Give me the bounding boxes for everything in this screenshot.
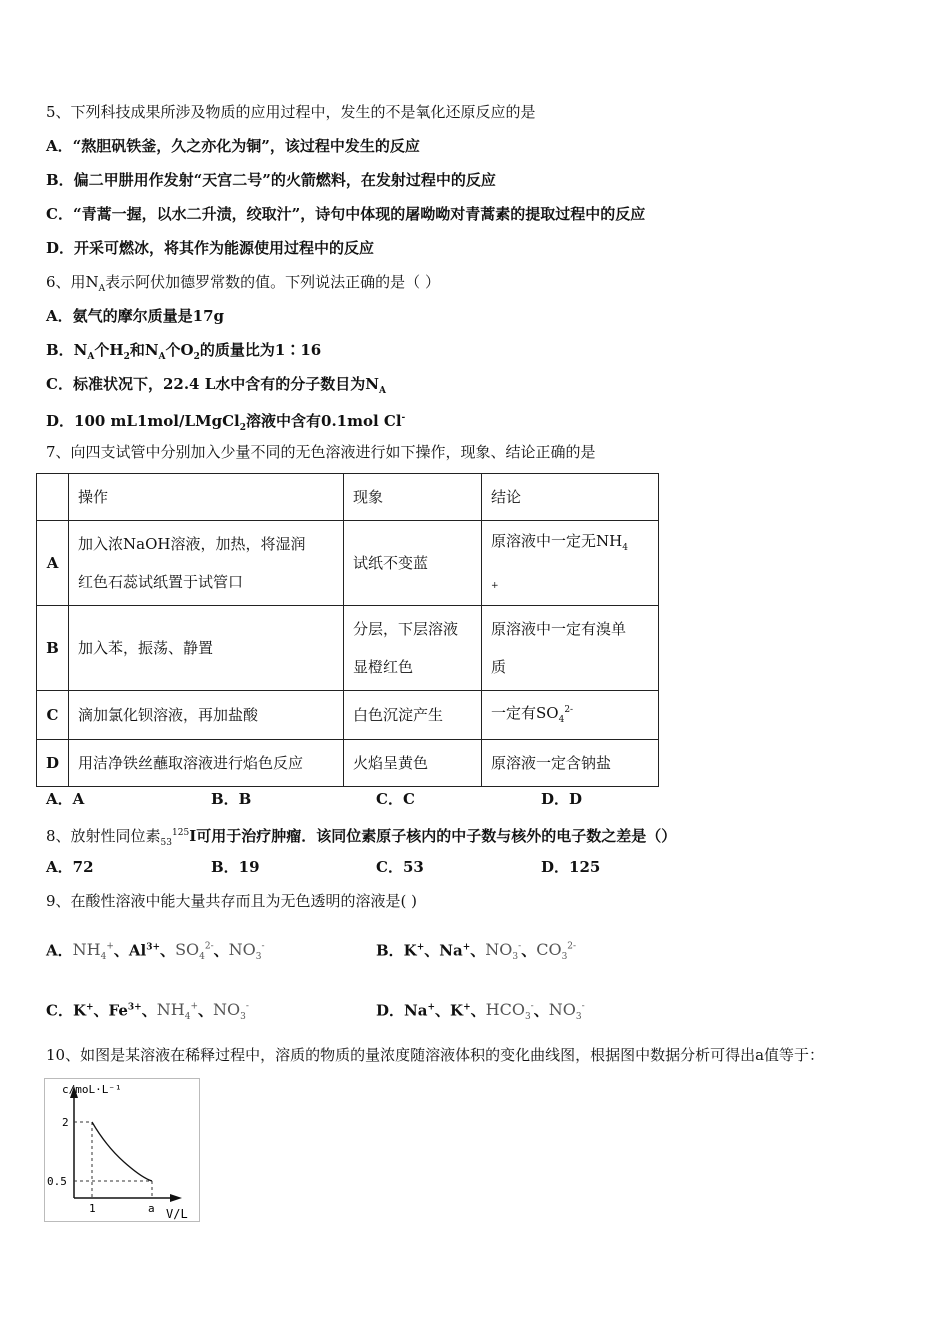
- row-phenomenon: 白色沉淀产生: [344, 691, 482, 740]
- row-label: A: [37, 521, 69, 606]
- header-phenomenon: 现象: [344, 474, 482, 521]
- q9-option-c: C．K+、$Fe^{3+}$、$NH_4^+$、$NO_3^-$: [46, 1000, 249, 1023]
- q7-option-b: B．B: [211, 790, 252, 808]
- row-phenomenon: 分层，下层溶液 显橙红色: [344, 606, 482, 691]
- q5-option-c: C．“青蒿一握，以水二升渍，绞取汁”，诗句中体现的屠呦呦对青蒿素的提取过程中的反应: [46, 205, 646, 223]
- q7-option-d: D．D: [541, 790, 583, 808]
- row-operation: 加入苯，振荡、静置: [69, 606, 344, 691]
- row-operation: 用洁净铁丝蘸取溶液进行焰色反应: [69, 740, 344, 787]
- y-tick-2: 2: [62, 1116, 69, 1129]
- q6-option-b: B．$N_A$个$H_2$和$N_A$个$O_2$的质量比为1∶16: [46, 341, 322, 362]
- row-operation: 加入浓NaOH溶液，加热，将湿润 红色石蕊试纸置于试管口: [69, 521, 344, 606]
- q5-stem: 5、下列科技成果所涉及物质的应用过程中，发生的不是氧化还原反应的是: [46, 103, 536, 121]
- q7-table: [36, 473, 659, 787]
- y-tick-05: 0.5: [47, 1175, 67, 1188]
- table-header-row: [37, 474, 659, 521]
- q5-option-b: B．偏二甲肼用作发射“天宫二号”的火箭燃料，在发射过程中的反应: [46, 171, 496, 189]
- row-phenomenon: 火焰呈黄色: [344, 740, 482, 787]
- q5-option-a: A．“熬胆矾铁釜，久之亦化为铜”，该过程中发生的反应: [46, 137, 420, 155]
- table-row: [37, 740, 659, 787]
- table-row: [37, 691, 659, 740]
- q9-option-b: B．K+、Na+、$NO_3^-$、$CO_3^{2-}$: [376, 940, 577, 963]
- table-corner-cell: [37, 474, 69, 521]
- row-conclusion: 原溶液一定含钠盐: [482, 740, 659, 787]
- row-conclusion: 一定有$SO_4^{2-}$: [482, 691, 659, 740]
- row-conclusion: 原溶液中一定有溴单 质: [482, 606, 659, 691]
- q6-option-a: A．氨气的摩尔质量是17g: [46, 307, 225, 325]
- q9-option-d: D．Na+、K+、$HCO_3^-$、$NO_3^-$: [376, 1000, 585, 1023]
- q7-stem: 7、向四支试管中分别加入少量不同的无色溶液进行如下操作，现象、结论正确的是: [46, 443, 596, 461]
- header-conclusion: 结论: [482, 474, 659, 521]
- graph-frame: [45, 1079, 200, 1222]
- q6-stem: 6、用$N_A$表示阿伏加德罗常数的值。下列说法正确的是（ ）: [46, 273, 440, 294]
- q6-option-c: C．标准状况下，22.4 L水中含有的分子数目为$N_A$: [46, 375, 386, 396]
- q9-stem: 9、在酸性溶液中能大量共存而且为无色透明的溶液是( ): [46, 892, 418, 910]
- x-tick-1: 1: [89, 1202, 96, 1215]
- row-phenomenon: 试纸不变蓝: [344, 521, 482, 606]
- q8-option-a: A．72: [46, 858, 94, 876]
- q7-option-a: A．A: [46, 790, 85, 808]
- row-label: D: [37, 740, 69, 787]
- x-tick-a: a: [148, 1202, 155, 1215]
- q10-stem: 10、如图是某溶液在稀释过程中，溶质的物质的量浓度随溶液体积的变化曲线图，根据图中数据分析可得出a值等于：: [46, 1046, 825, 1064]
- x-axis-label: V/L: [166, 1207, 188, 1221]
- q9-option-a: A．$NH_4^+$、$Al^{3+}$、$SO_4^{2-}$、$NO_3^-$: [46, 940, 265, 963]
- q7-option-c: C．C: [376, 790, 415, 808]
- q10-graph: [44, 1078, 200, 1222]
- table-row: [37, 521, 659, 606]
- header-operation: 操作: [69, 474, 344, 521]
- row-label: B: [37, 606, 69, 691]
- table-row: [37, 606, 659, 691]
- q5-option-d: D．开采可燃冰，将其作为能源使用过程中的反应: [46, 239, 375, 257]
- q8-option-b: B．19: [211, 858, 260, 876]
- row-conclusion: 原溶液中一定无$NH_4$ +: [482, 521, 659, 606]
- row-label: C: [37, 691, 69, 740]
- q6-option-d: D．100 mL1mol/LMgCl$_2$溶液中含有0.1mol Cl-: [46, 412, 406, 433]
- q8-stem: 8、放射性同位素$_{53}^{125}$I可用于治疗肿瘤．该同位素原子核内的中子数与核外的电子数之差是（）: [46, 827, 677, 848]
- y-axis-label: c/moL·L⁻¹: [62, 1083, 122, 1096]
- row-operation: 滴加氯化钡溶液，再加盐酸: [69, 691, 344, 740]
- q8-option-d: D．125: [541, 858, 601, 876]
- q8-option-c: C．53: [376, 858, 424, 876]
